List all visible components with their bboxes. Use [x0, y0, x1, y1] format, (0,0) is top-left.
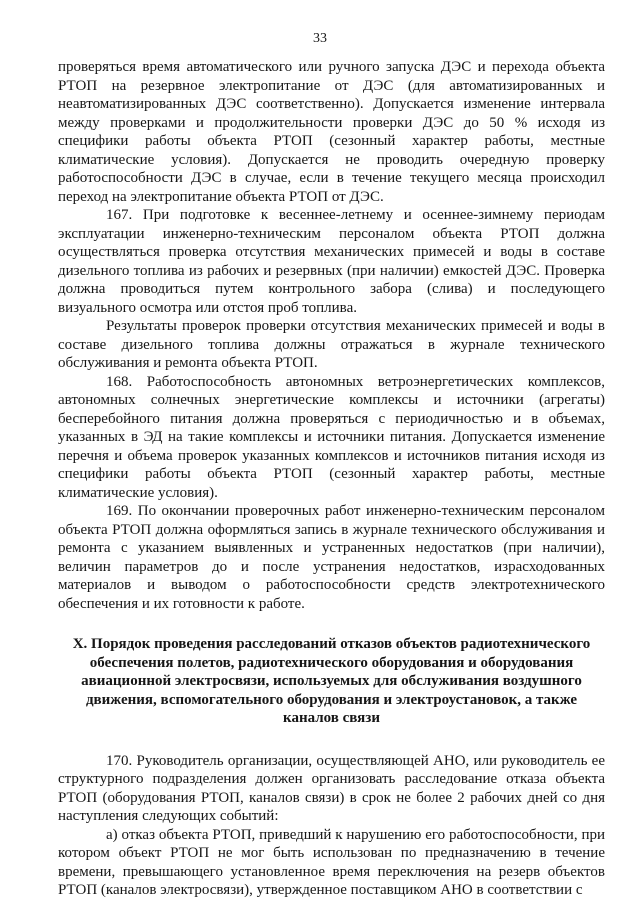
page-content [58, 58, 605, 900]
paragraph-170: 170. Руководитель организации, осуществляющей АНО, или руководитель ее структурного подразделения должен организовать расследование отказа объекта РТОП (оборудования РТОП, каналов связи) в срок не более 2 рабочих дней со дня наступления следующих событий: [58, 752, 605, 825]
page-number: 33 [313, 31, 327, 46]
paragraph-167-results: Результаты проверок проверки отсутствия механических примесей и воды в составе дизельного топлива должны отражаться в журнале технического обслуживания и ремонта объекта РТОП. [58, 318, 605, 371]
paragraph-continuation: проверяться время автоматического или ручного запуска ДЭС и перехода объекта РТОП на резервное электропитание от ДЭС (для автоматизированных и неавтоматизированных ДЭС соответственно). Допускается изменение интервала между проверками и продолжительности проверки ДЭС до 50 % исходя из специфики работы объекта РТОП (сезонный характер работы, местные климатические условия). Допускается не проводить очередную проверку работоспособности ДЭС в случае, если в течение текущего месяца происходил переход на электропитание объекта РТОП от ДЭС. [58, 59, 605, 205]
paragraph-168: 168. Работоспособность автономных ветроэнергетических комплексов, автономных солнечных энергетические комплексы и источники (агрегаты) бесперебойного питания должна проверяться с периодичностью и в объемах, указанных в ЭД на такие комплексы и источники питания. Допускается изменение перечня и объема проверок указанных комплексов и источников питания исходя из специфики работы объекта РТОП (сезонный характер работы, местные климатические условия). [58, 373, 605, 501]
paragraph-170-a: а) отказ объекта РТОП, приведший к нарушению его работоспособности, при котором объект РТОП не мог быть использован по предназначению в течение времени, превышающего установленное время переключения на резерв объектов РТОП (каналов электросвязи), утвержденное поставщиком АНО в соответствии с [58, 826, 605, 899]
section-heading: X. Порядок проведения расследований отказов объектов радиотехнического обеспечения полетов, радиотехнического оборудования и оборудования авиационной электросвязи, используемых для обслуживания воздушного движения, вспомогательного оборудования и электроустановок, а также каналов связи [72, 636, 591, 727]
paragraph-167: 167. При подготовке к весеннее-летнему и осеннее-зимнему периодам эксплуатации инженерно-техническим персоналом объекта РТОП должна осуществляться проверка отсутствия механических примесей и воды в составе дизельного топлива из рабочих и резервных (при наличии) емкостей ДЭС. Проверка должна проводиться путем контрольного забора (слива) и последующего визуального осмотра или отстоя проб топлива. [58, 207, 605, 316]
paragraph-169: 169. По окончании проверочных работ инженерно-техническим персоналом объекта РТОП должна оформляться запись в журнале технического обслуживания и ремонта с указанием выявленных и устраненных недостатков (при наличии), величин параметров до и после устранения недостатков, израсходованных материалов и выводом о работоспособности средств электротехнического обеспечения и их готовности к работе. [58, 503, 605, 612]
